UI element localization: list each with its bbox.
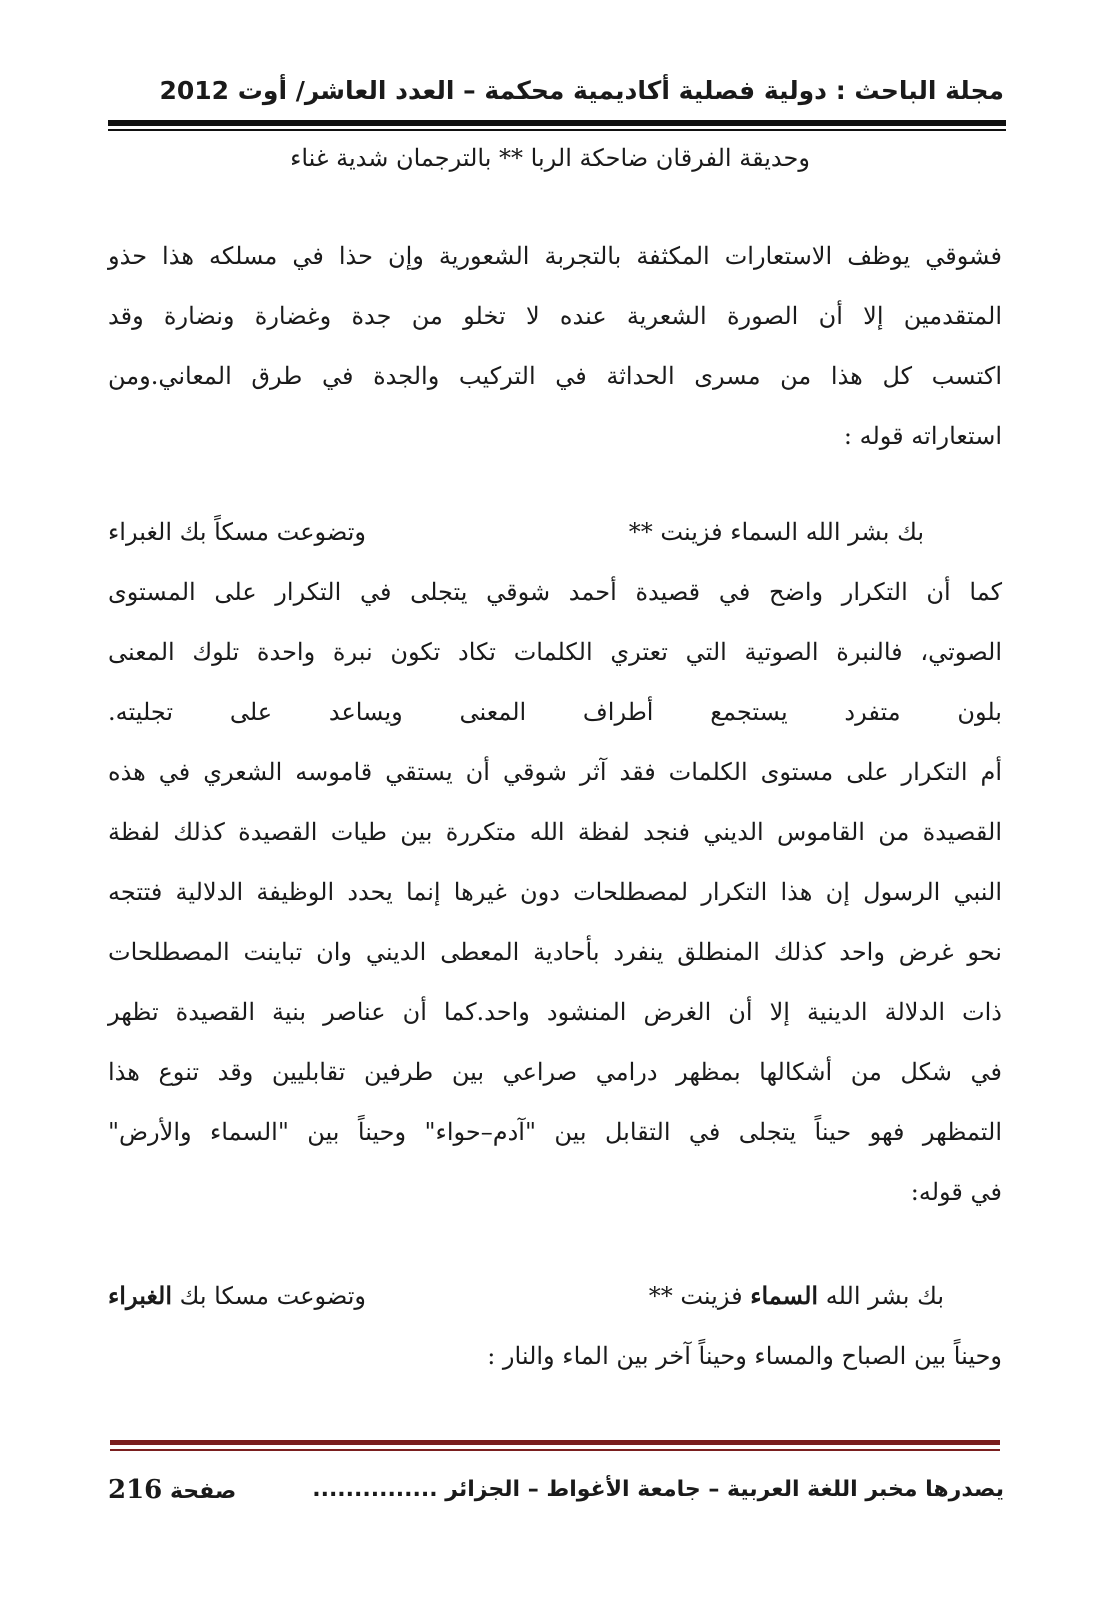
paragraph2-line: كما أن التكرار واضح في قصيدة أحمد شوقي يتجلى في التكرار على المستوى [108, 578, 1002, 606]
paragraph1-line: فشوقي يوظف الاستعارات المكثفة بالتجربة الشعورية وإن حذا في مسلكه هذا حذو [108, 242, 1002, 270]
page-number: 216 [108, 1475, 163, 1505]
paragraph1-line: المتقدمين إلا أن الصورة الشعرية عنده لا تخلو من جدة وغضارة ونضارة وقد [108, 302, 1002, 330]
verse2-text: وتضوعت مسكا بك [172, 1282, 366, 1310]
paragraph3-line: وحيناً بين الصباح والمساء وحيناً آخر بين الماء والنار : [487, 1342, 1002, 1370]
top-verse: وحديقة الفرقان ضاحكة الربا ** بالترجمان شدية غناء [290, 144, 810, 172]
verse1-second-hemistich: وتضوعت مسكاً بك الغبراء [108, 518, 366, 546]
verse1-first-hemistich: بك بشر الله السماء فزينت ** [628, 518, 924, 546]
page-label: صفحة [169, 1479, 237, 1504]
paragraph2-line: نحو غرض واحد كذلك المنطلق ينفرد بأحادية المعطى الديني وان تباينت المصطلحات [108, 938, 1002, 966]
footer-rule-thin [110, 1449, 1000, 1451]
paragraph1-line: استعاراته قوله : [843, 422, 1002, 450]
verse2-text: فزينت ** [648, 1282, 751, 1310]
verse2-bold-word: الغبراء [108, 1281, 172, 1310]
header-rule-thin [108, 129, 1006, 131]
journal-header: مجلة الباحث : دولية فصلية أكاديمية محكمة – العدد العاشر/ أوت 2012 [159, 76, 1004, 105]
footer [108, 1470, 1004, 1510]
paragraph2-line: في قوله: [910, 1178, 1002, 1206]
paragraph2-line: القصيدة من القاموس الديني فنجد لفظة الله متكررة بين طيات القصيدة كذلك لفظة [108, 818, 1002, 846]
verse2-bold-word: السماء [750, 1281, 819, 1310]
paragraph2-line: ذات الدلالة الدينية إلا أن الغرض المنشود واحد.كما أن عناصر بنية القصيدة تظهر [108, 998, 1002, 1026]
header-rule [108, 120, 1006, 126]
verse1 [108, 512, 1002, 552]
verse2-first-hemistich [649, 1276, 944, 1316]
paragraph2-line: النبي الرسول إن هذا التكرار لمصطلحات دون غيرها إنما يحدد الوظيفة الدلالية فتتجه [108, 878, 1002, 906]
footer-page [108, 1470, 236, 1512]
paragraph2-line: بلون متفرد يستجمع أطراف المعنى ويساعد على تجليته. [108, 698, 1002, 726]
footer-rule [110, 1440, 1000, 1445]
footer-publisher: يصدرها مخبر اللغة العربية – جامعة الأغواط – الجزائر ............... [312, 1477, 1004, 1502]
paragraph2-line: التمظهر فهو حيناً يتجلى في التقابل بين "آدم–حواء" وحيناً بين "السماء والأرض" [108, 1118, 1002, 1146]
verse2 [108, 1276, 1002, 1316]
paragraph2-line: في شكل من أشكالها بمظهر درامي صراعي بين طرفين تقابليين وقد تنوع هذا [108, 1058, 1002, 1086]
paragraph1-line: اكتسب كل هذا من مسرى الحداثة في التركيب والجدة في طرق المعاني.ومن [108, 362, 1002, 390]
verse2-second-hemistich [108, 1276, 366, 1316]
paragraph2-line: الصوتي، فالنبرة الصوتية التي تعتري الكلمات تكاد تكون نبرة واحدة تلوك المعنى [108, 638, 1002, 666]
paragraph2-line: أم التكرار على مستوى الكلمات فقد آثر شوقي أن يستقي قاموسه الشعري في هذه [108, 758, 1002, 786]
verse2-text: بك بشر الله [818, 1282, 944, 1310]
